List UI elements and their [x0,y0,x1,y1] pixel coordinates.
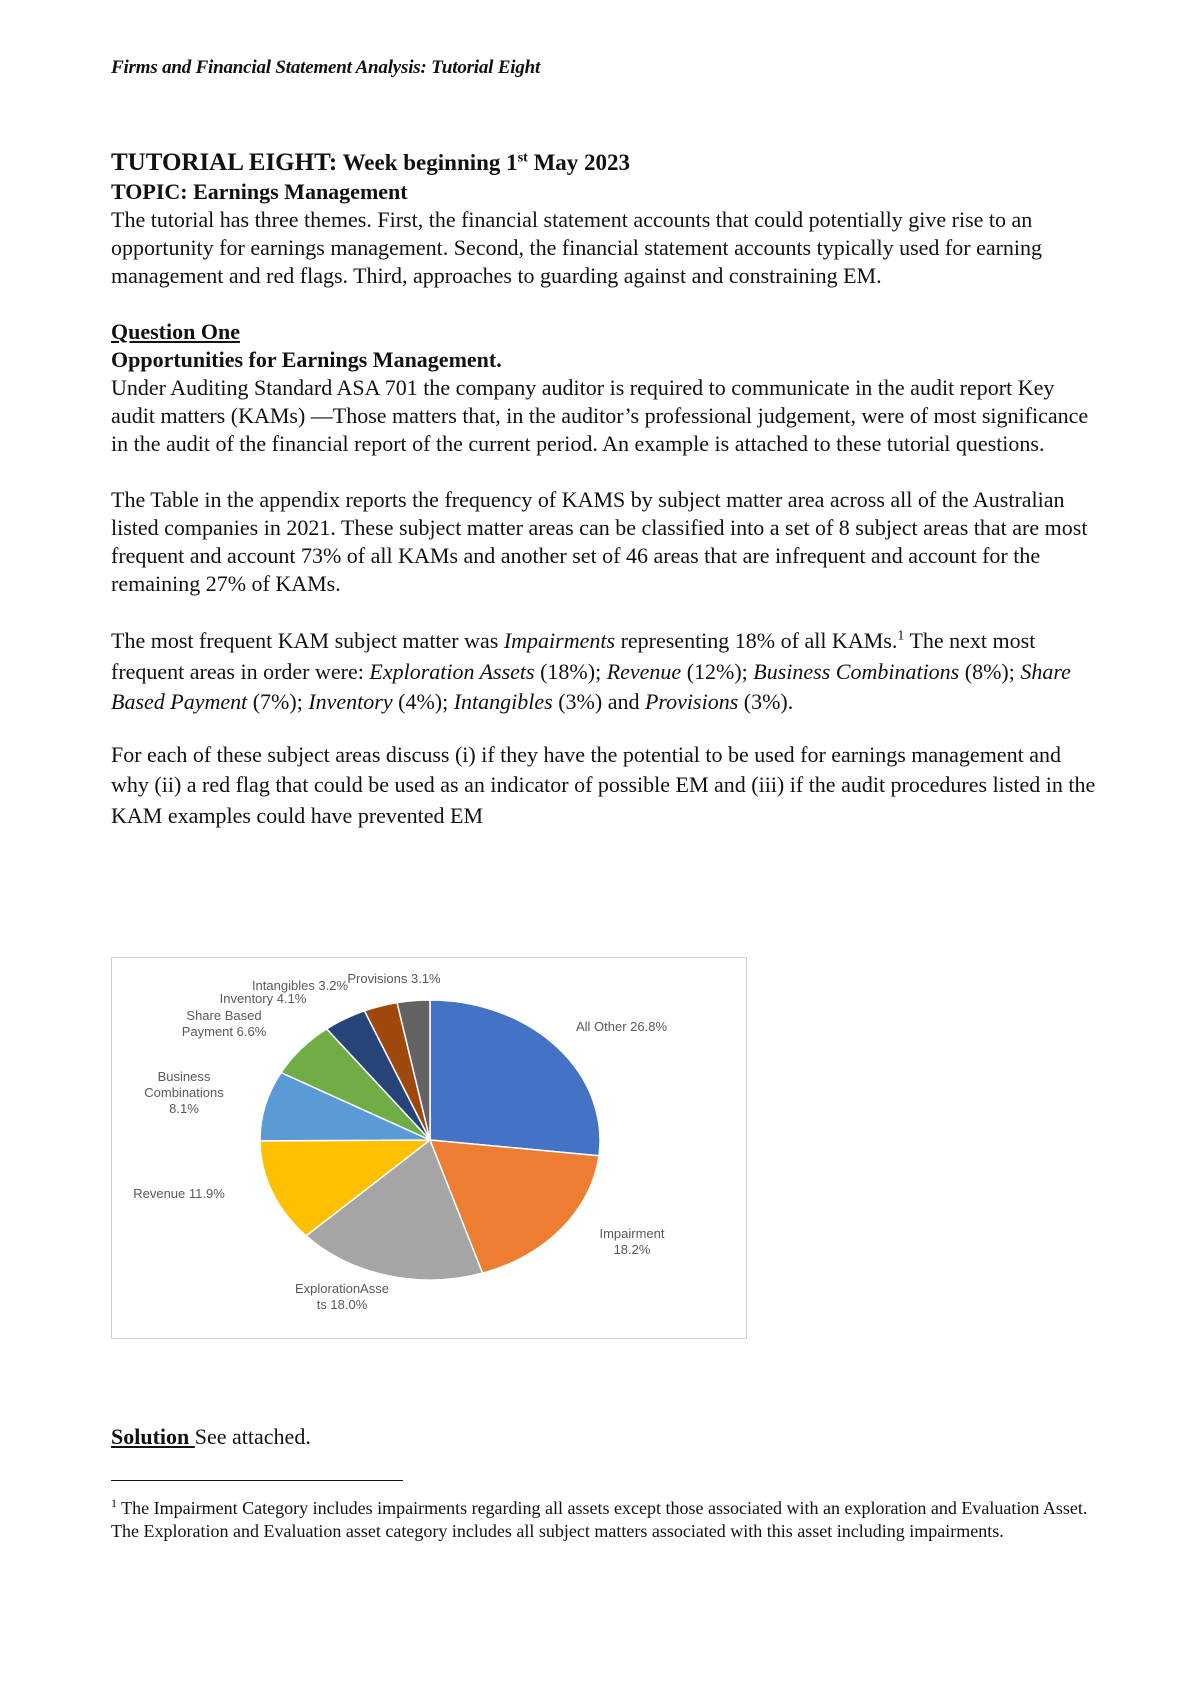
week-prefix: Week beginning 1 [342,150,518,175]
topic-heading: TOPIC: Earnings Management [111,179,408,204]
footnote-number: 1 [111,1496,117,1510]
intro-paragraph: The tutorial has three themes. First, the financial statement accounts that could potentially give rise to an opportunity for earnings management. Second, the financial statement accounts typically used for earning management and red flags. Third, approaches to guarding against and constraining EM. [111,207,1043,288]
question-heading: Question One [111,319,240,344]
pie-label-3: ExplorationAsse ts 18.0% [295,1281,389,1312]
question-paragraph-2: The Table in the appendix reports the frequency of KAMS by subject matter area across all of the Australian listed companies in 2021. These subject matter areas can be classified into a set of 8 subject areas that are most frequent and account 73% of all KAMs and another set of 46 areas that are infrequent and account for the remaining 27% of KAMs. [111,487,1088,596]
solution-text: See attached. [194,1424,311,1449]
pie-chart-svg [112,958,746,1338]
pie-label-5: Business Combinations 8.1% [144,1069,224,1116]
footnote-text: The Impairment Category includes impairments regarding all assets except those associated with an exploration and Evaluation Asset. The Exploration and Evaluation asset category includes all subject matters associated with this asset including impairments. [111,1498,1088,1541]
pie-label-6: Share Based Payment 6.6% [181,1008,267,1039]
main-content [111,148,1101,831]
kam-pie-chart [111,957,747,1339]
footnote-reference[interactable]: 1 [897,628,905,644]
question-paragraph-4: For each of these subject areas discuss (i) if they have the potential to be used for earnings management and why (ii) a red flag that could be used as an indicator of possible EM and (iii) if the audit procedures listed in the KAM examples could have prevented EM [111,741,1096,828]
tutorial-label: TUTORIAL EIGHT: [111,149,338,176]
pie-label-1: All Other 26.8% [576,1019,668,1034]
pie-slice-1 [430,1000,600,1156]
running-header: Firms and Financial Statement Analysis: Tutorial Eight [111,57,541,78]
solution-line [111,1424,311,1450]
pie-label-7: Inventory 4.1% [219,991,307,1006]
pie-label-4: Revenue 11.9% [133,1186,225,1201]
question-paragraph-3: The most frequent KAM subject matter was Impairments representing 18% of all KAMs.$^1$ The next most frequent areas in order were: Exploration Assets (18%); Revenue (12%); Business Combinations (8%); Share Based Payment (7%); Inventory (4%); Intangibles (3%) and Provisions (3%). [111,628,1071,714]
solution-label: Solution [111,1424,195,1449]
pie-label-2: Impairment 18.2% [599,1226,665,1257]
footnote [111,1492,1101,1543]
footnote-separator [111,1480,403,1481]
tutorial-title [111,148,1101,178]
pie-label-9: Provisions 3.1% [347,971,441,986]
question-paragraph-1: Under Auditing Standard ASA 701 the company auditor is required to communicate in the audit report Key audit matters (KAMs) —Those matters that, in the auditor’s professional judgement, were of most significance in the audit of the financial report of the current period. An example is attached to these tutorial questions. [111,375,1089,456]
pie-label-8: Intangibles 3.2% [251,978,349,993]
week-ordinal: st [517,150,528,166]
week-suffix: May 2023 [527,150,631,175]
question-subheading: Opportunities for Earnings Management. [111,347,502,372]
